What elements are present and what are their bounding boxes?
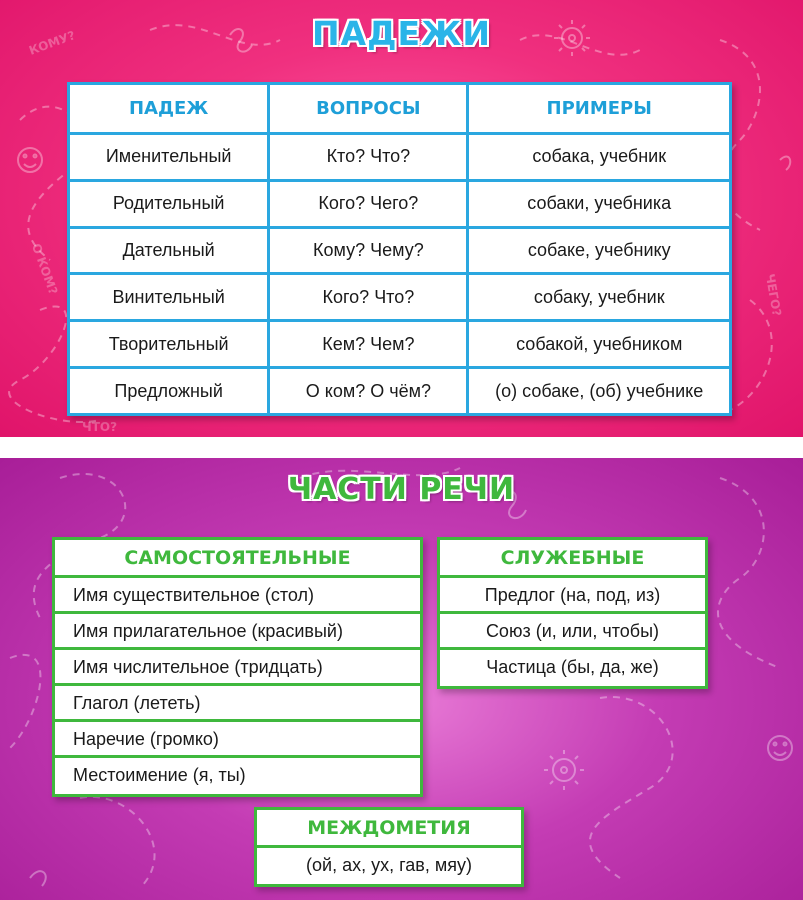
case-name: Предложный	[69, 368, 269, 415]
column-header-examples: ПРИМЕРЫ	[468, 84, 731, 134]
background-word: ЧЕГО?	[762, 272, 784, 318]
case-examples: собаки, учебника	[468, 180, 731, 227]
case-questions: Кем? Чем?	[269, 321, 468, 368]
independent-parts-box	[52, 537, 423, 797]
list-item: Союз (и, или, чтобы)	[440, 614, 705, 650]
table-row	[69, 180, 731, 227]
table-header-row	[69, 84, 731, 134]
list-item: Частица (бы, да, же)	[486, 657, 659, 677]
case-name: Дательный	[69, 227, 269, 274]
interjections-header: МЕЖДОМЕТИЯ	[257, 810, 521, 848]
table-row	[69, 321, 731, 368]
list-item: (ой, ах, ух, гав, мяу)	[306, 855, 472, 875]
list-item: Имя числительное (тридцать)	[55, 650, 420, 686]
case-name: Винительный	[69, 274, 269, 321]
independent-parts-header: САМОСТОЯТЕЛЬНЫЕ	[55, 540, 420, 578]
list-item: Предлог (на, под, из)	[440, 578, 705, 614]
list-item: Имя существительное (стол)	[55, 578, 420, 614]
case-examples: собаке, учебнику	[468, 227, 731, 274]
list-item: Наречие (громко)	[55, 722, 420, 758]
case-name: Творительный	[69, 321, 269, 368]
case-questions: О ком? О чём?	[269, 368, 468, 415]
background-word: ЧТО?	[82, 420, 118, 434]
list-item: Глагол (лететь)	[55, 686, 420, 722]
case-examples: собака, учебник	[468, 134, 731, 181]
case-questions: Кого? Чего?	[269, 180, 468, 227]
case-examples: (о) собаке, (об) учебнике	[468, 368, 731, 415]
column-header-questions: ВОПРОСЫ	[269, 84, 468, 134]
case-questions: Кто? Что?	[269, 134, 468, 181]
list-item: Местоимение (я, ты)	[73, 765, 246, 785]
auxiliary-parts-header: СЛУЖЕБНЫЕ	[440, 540, 705, 578]
table-row	[69, 227, 731, 274]
case-examples: собакой, учебником	[468, 321, 731, 368]
case-questions: Кому? Чему?	[269, 227, 468, 274]
table-row	[69, 134, 731, 181]
cases-title: ПАДЕЖИ	[311, 14, 492, 53]
background-word: КОМУ?	[27, 28, 78, 58]
case-name: Именительный	[69, 134, 269, 181]
interjections-box	[254, 807, 524, 887]
auxiliary-parts-box	[437, 537, 708, 689]
cases-table	[67, 82, 732, 416]
background-word: О КОМ?	[28, 241, 61, 297]
case-examples: собаку, учебник	[468, 274, 731, 321]
list-item: Имя прилагательное (красивый)	[55, 614, 420, 650]
table-row	[69, 368, 731, 415]
column-header-case: ПАДЕЖ	[69, 84, 269, 134]
case-name: Родительный	[69, 180, 269, 227]
parts-of-speech-title: ЧАСТИ РЕЧИ	[287, 472, 516, 507]
table-row	[69, 274, 731, 321]
cases-panel	[0, 0, 803, 437]
case-questions: Кого? Что?	[269, 274, 468, 321]
